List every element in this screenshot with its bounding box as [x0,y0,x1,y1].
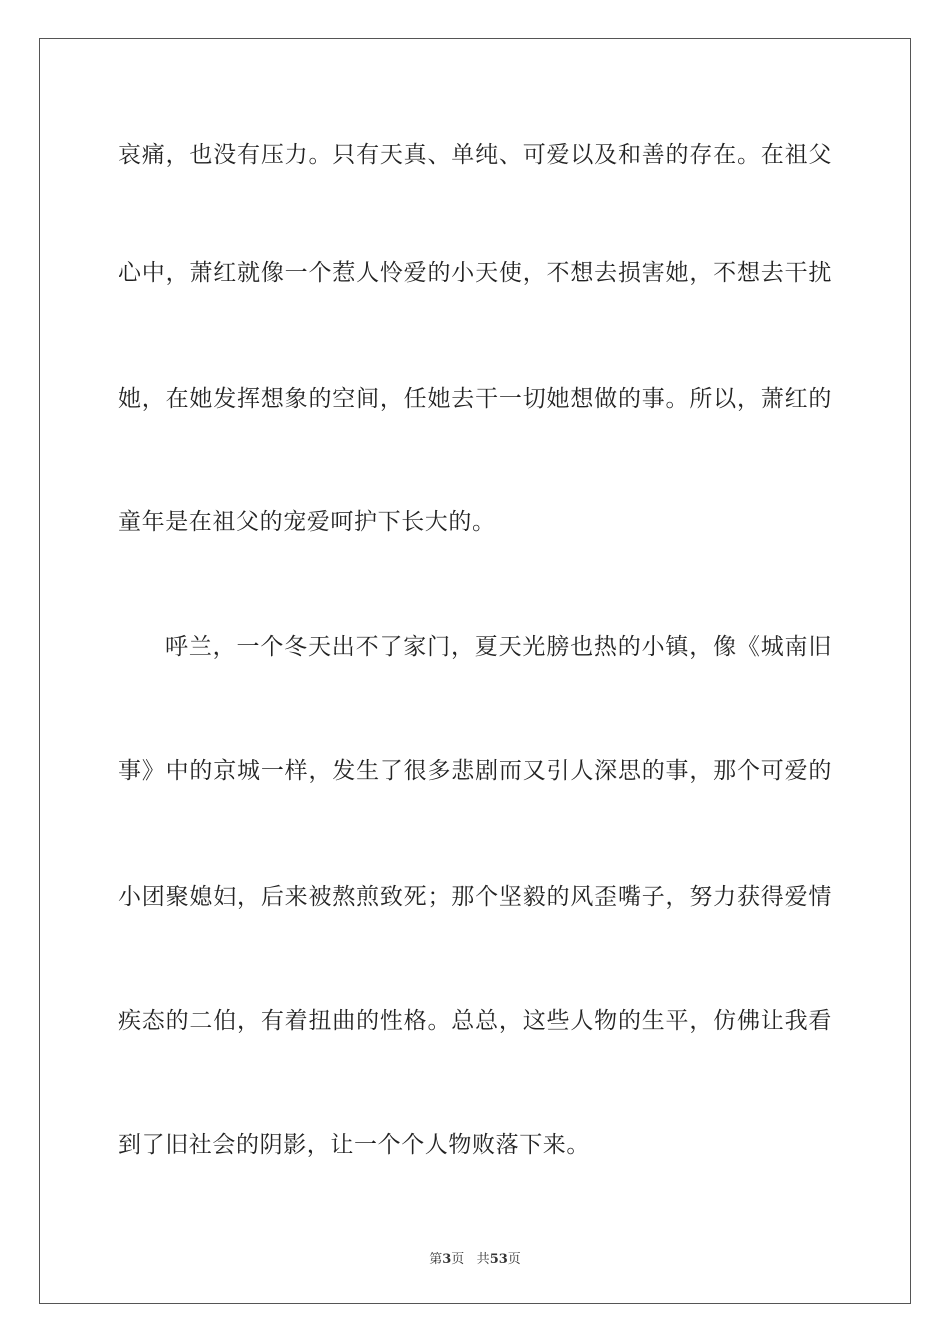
text-line: 到了旧社会的阴影，让一个个人物败落下来。 [118,1132,590,1158]
text-line: 呼兰，一个冬天出不了家门，夏天光膀也热的小镇，像《城南旧 [165,634,832,660]
text-line: 事》中的京城一样，发生了很多悲剧而又引人深思的事，那个可爱的 [118,758,832,784]
text-line: 她，在她发挥想象的空间，任她去干一切她想做的事。所以，萧红的 [118,386,832,412]
page-footer [0,1248,950,1267]
text-line: 疾态的二伯，有着扭曲的性格。总总，这些人物的生平，仿佛让我看 [118,1008,832,1034]
total-suffix: 页 [507,1252,521,1267]
page-current: 3 [442,1252,452,1267]
text-line: 小团聚媳妇，后来被熬煎致死；那个坚毅的风歪嘴子，努力获得爱情 [118,884,832,910]
text-line: 童年是在祖父的宠爱呵护下长大的。 [118,509,496,535]
page-total: 53 [489,1252,508,1267]
total-prefix: 共 [476,1252,490,1267]
page-suffix: 页 [451,1252,465,1267]
text-line: 心中，萧红就像一个惹人怜爱的小天使，不想去损害她，不想去干扰 [118,260,832,286]
page-prefix: 第 [429,1252,443,1267]
text-line: 哀痛，也没有压力。只有天真、单纯、可爱以及和善的存在。在祖父 [118,142,832,168]
page-border [39,38,911,1304]
